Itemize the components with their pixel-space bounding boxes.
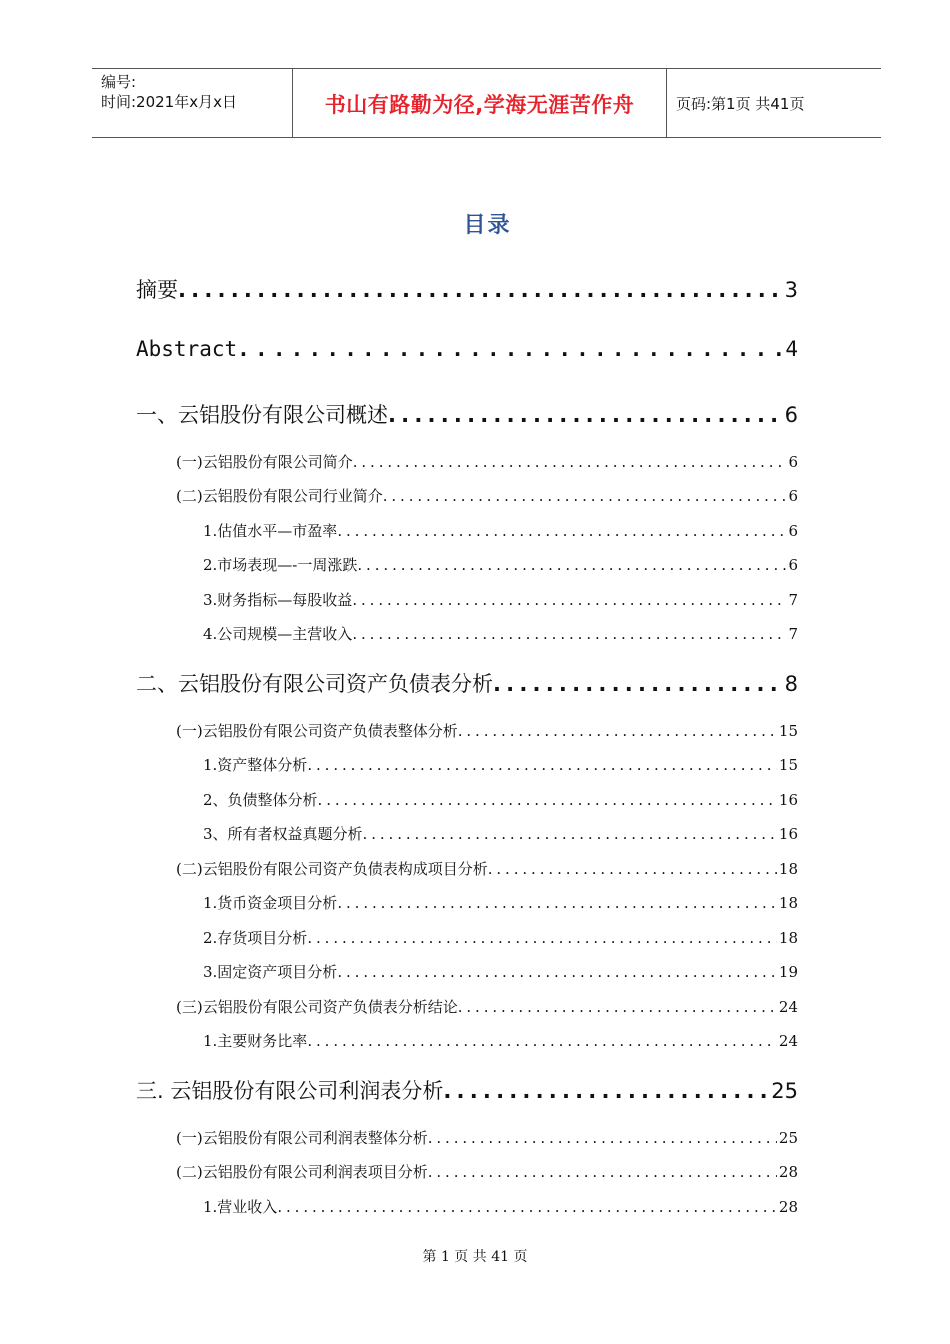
toc-entry-subsection[interactable]: [203, 961, 798, 982]
toc-entry-text: 3.固定资产项目分析: [203, 963, 338, 981]
toc-entry-text: 2、负债整体分析: [203, 791, 318, 809]
toc-entry-text: 1.资产整体分析: [203, 756, 308, 774]
toc-entry-abstract-en[interactable]: [136, 337, 798, 361]
page-footer: 第 1 页 共 41 页: [422, 1249, 528, 1265]
toc-entry-text: 1.估值水平—市盈率: [203, 522, 338, 540]
toc-entry-section[interactable]: [176, 996, 798, 1017]
toc-entry-section[interactable]: [176, 1127, 798, 1148]
toc-entry-subsection[interactable]: [203, 754, 798, 775]
toc-entry-subsection[interactable]: [203, 1030, 798, 1051]
toc-leader-dots: [337, 963, 777, 981]
toc-entry-text: 2.市场表现—-一周涨跌: [203, 556, 358, 574]
toc-entry-text: (一)云铝股份有限公司利润表整体分析: [176, 1129, 428, 1147]
toc-entry-text: 3、所有者权益真题分析: [203, 825, 363, 843]
toc-entry-subsection[interactable]: [203, 589, 798, 610]
header-page-cell: [667, 69, 881, 137]
toc-entry-page: 6: [784, 403, 798, 427]
toc-entry-subsection[interactable]: [203, 1196, 798, 1217]
toc-entry-text: 一、云铝股份有限公司概述: [136, 403, 388, 427]
toc-entry-section[interactable]: [176, 1161, 798, 1182]
toc-leader-dots: [443, 1079, 769, 1103]
toc-entry-section[interactable]: [176, 485, 798, 506]
toc-leader-dots: [458, 722, 777, 740]
toc-entry-text: (一)云铝股份有限公司资产负债表整体分析: [176, 722, 458, 740]
toc-entry-page: 24: [778, 998, 798, 1016]
toc-entry-chapter-3[interactable]: [136, 1075, 798, 1105]
toc-entry-subsection[interactable]: [203, 623, 798, 644]
toc-leader-dots: [493, 672, 783, 696]
toc-entry-text: (二)云铝股份有限公司资产负债表构成项目分析: [176, 860, 488, 878]
toc-entry-page: 6: [788, 522, 798, 540]
toc-leader-dots: [353, 453, 787, 471]
toc-entry-text: 3.财务指标—每股收益: [203, 591, 353, 609]
toc-entry-text: (三)云铝股份有限公司资产负债表分析结论: [176, 998, 458, 1016]
toc-leader-dots: [337, 894, 777, 912]
toc-entry-section[interactable]: [176, 858, 798, 879]
toc-entry-subsection[interactable]: [203, 927, 798, 948]
toc-entry-text: 三. 云铝股份有限公司利润表分析: [136, 1079, 444, 1103]
toc-leader-dots: [428, 1163, 777, 1181]
toc-entry-text: 摘要: [136, 278, 178, 302]
toc-entry-page: 18: [778, 894, 798, 912]
toc-leader-dots: [352, 591, 786, 609]
toc-entry-subsection[interactable]: [203, 823, 798, 844]
toc-entry-page: 6: [788, 487, 798, 505]
toc-entry-text: (二)云铝股份有限公司利润表项目分析: [176, 1163, 428, 1181]
toc-leader-dots: [307, 756, 777, 774]
toc-entry-text: 4.公司规模—主营收入: [203, 625, 353, 643]
toc-leader-dots: [388, 403, 783, 427]
toc-entry-subsection[interactable]: [203, 520, 798, 541]
page-header: [92, 68, 881, 138]
toc-leader-dots: [237, 337, 783, 361]
toc-entry-page: 6: [788, 453, 798, 471]
toc-entry-page: 15: [778, 756, 798, 774]
toc-entry-page: 18: [778, 929, 798, 947]
toc-entry-page: 16: [778, 825, 798, 843]
toc-entry-subsection[interactable]: [203, 554, 798, 575]
toc-leader-dots: [307, 929, 777, 947]
toc-leader-dots: [428, 1129, 777, 1147]
toc-entry-chapter-2[interactable]: [136, 668, 798, 698]
toc-entry-page: 25: [771, 1079, 798, 1103]
toc-entry-text: (一)云铝股份有限公司简介: [176, 453, 353, 471]
header-meta-cell: [92, 69, 293, 137]
toc-title: 目录: [463, 213, 512, 238]
toc-entry-page: 16: [778, 791, 798, 809]
header-page-info: 页码:第1页 共41页: [676, 95, 805, 113]
toc-leader-dots: [357, 556, 786, 574]
header-motto-cell: [293, 69, 667, 137]
toc-leader-dots: [307, 1032, 777, 1050]
toc-entry-page: 8: [784, 672, 798, 696]
toc-entry-text: 1.主要财务比率: [203, 1032, 308, 1050]
toc-entry-text: 1.货币资金项目分析: [203, 894, 338, 912]
toc-entry-abstract-cn[interactable]: [136, 274, 798, 304]
toc-entry-page: 25: [778, 1129, 798, 1147]
toc-leader-dots: [277, 1198, 777, 1216]
toc-entry-section[interactable]: [176, 720, 798, 741]
toc-leader-dots: [337, 522, 786, 540]
header-motto: 书山有路勤为径,学海无涯苦作舟: [324, 93, 635, 117]
toc-entry-text: (二)云铝股份有限公司行业简介: [176, 487, 383, 505]
toc-leader-dots: [458, 998, 777, 1016]
toc-entry-chapter-1[interactable]: [136, 399, 798, 429]
toc-entry-text: Abstract: [136, 337, 238, 361]
toc-leader-dots: [488, 860, 777, 878]
toc-entry-page: 7: [788, 591, 798, 609]
toc-leader-dots: [178, 278, 783, 302]
toc-entry-page: 28: [778, 1198, 798, 1216]
toc-entry-subsection[interactable]: [203, 789, 798, 810]
toc-entry-page: 6: [788, 556, 798, 574]
document-time-label: 时间:2021年x月x日: [101, 93, 237, 111]
toc-entry-section[interactable]: [176, 451, 798, 472]
toc-entry-text: 二、云铝股份有限公司资产负债表分析: [136, 672, 493, 696]
toc-entry-page: 28: [778, 1163, 798, 1181]
toc-leader-dots: [363, 825, 777, 843]
toc-entry-page: 4: [785, 337, 798, 361]
toc-entry-page: 18: [778, 860, 798, 878]
document-number-label: 编号:: [101, 73, 137, 91]
toc-entry-page: 7: [788, 625, 798, 643]
toc-leader-dots: [318, 791, 777, 809]
toc-entry-page: 15: [778, 722, 798, 740]
toc-entry-page: 19: [778, 963, 798, 981]
toc-entry-page: 24: [778, 1032, 798, 1050]
toc-leader-dots: [352, 625, 786, 643]
toc-entry-subsection[interactable]: [203, 892, 798, 913]
toc-leader-dots: [383, 487, 787, 505]
toc-entry-page: 3: [784, 278, 798, 302]
toc-entry-text: 1.营业收入: [203, 1198, 278, 1216]
toc-entry-text: 2.存货项目分析: [203, 929, 308, 947]
